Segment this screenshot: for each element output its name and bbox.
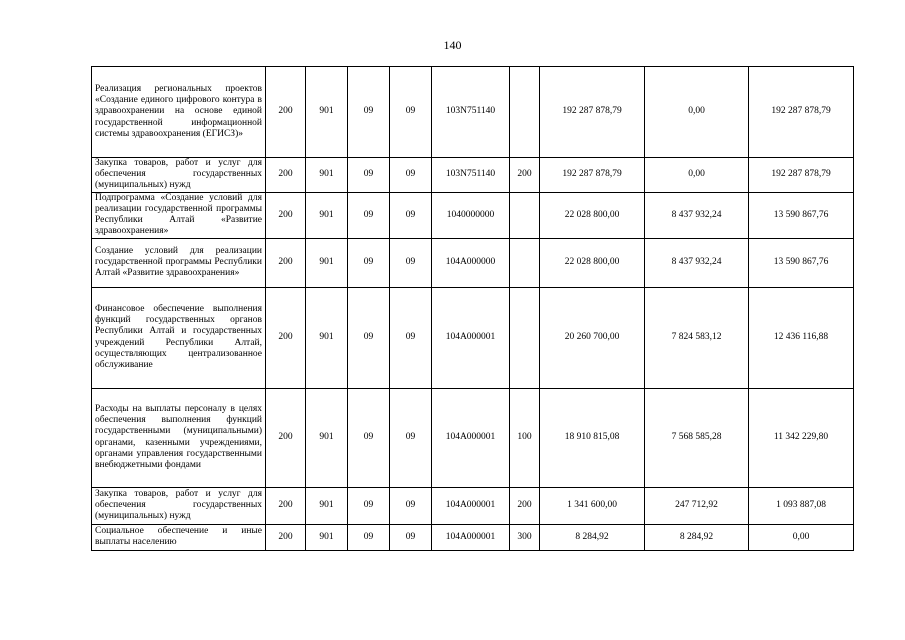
row-amount3: 11 342 229,80 — [749, 388, 854, 487]
row-target: 104А000001 — [432, 287, 510, 388]
row-name: Расходы на выплаты персоналу в целях обеспечения выполнения функций государственными (муниципальными) органами, казенными учреждениями, органами управления государственными внебюджетными фондами — [92, 388, 266, 487]
row-code1: 200 — [266, 287, 306, 388]
row-amount2: 0,00 — [645, 158, 749, 193]
row-code1: 200 — [266, 487, 306, 524]
row-amount1: 8 284,92 — [540, 524, 645, 550]
row-section: 09 — [348, 287, 390, 388]
row-code2: 901 — [306, 158, 348, 193]
row-section: 09 — [348, 238, 390, 287]
row-amount3: 192 287 878,79 — [749, 158, 854, 193]
row-target: 1040000000 — [432, 192, 510, 238]
row-target: 104А000001 — [432, 487, 510, 524]
row-expense-type — [510, 192, 540, 238]
row-section: 09 — [348, 192, 390, 238]
row-code1: 200 — [266, 192, 306, 238]
row-amount1: 22 028 800,00 — [540, 192, 645, 238]
row-target: 103N751140 — [432, 158, 510, 193]
budget-table — [91, 66, 854, 551]
row-section: 09 — [348, 67, 390, 158]
row-amount2: 7 568 585,28 — [645, 388, 749, 487]
row-name: Закупка товаров, работ и услуг для обеспечения государственных (муниципальных) нужд — [92, 487, 266, 524]
row-section: 09 — [348, 524, 390, 550]
table-row — [92, 158, 854, 193]
row-amount1: 18 910 815,08 — [540, 388, 645, 487]
row-target: 104А000001 — [432, 524, 510, 550]
row-expense-type — [510, 67, 540, 158]
table-row — [92, 524, 854, 550]
row-expense-type: 200 — [510, 158, 540, 193]
row-code2: 901 — [306, 487, 348, 524]
row-subsection: 09 — [390, 67, 432, 158]
row-amount3: 13 590 867,76 — [749, 192, 854, 238]
row-name: Подпрограмма «Создание условий для реализации государственной программы Республики Алтай «Развитие здравоохранения» — [92, 192, 266, 238]
row-amount3: 12 436 116,88 — [749, 287, 854, 388]
row-section: 09 — [348, 388, 390, 487]
table-row — [92, 192, 854, 238]
row-amount1: 20 260 700,00 — [540, 287, 645, 388]
row-code2: 901 — [306, 192, 348, 238]
row-amount1: 192 287 878,79 — [540, 158, 645, 193]
row-code2: 901 — [306, 67, 348, 158]
row-code1: 200 — [266, 67, 306, 158]
row-section: 09 — [348, 158, 390, 193]
row-code1: 200 — [266, 238, 306, 287]
row-amount3: 192 287 878,79 — [749, 67, 854, 158]
table-row — [92, 388, 854, 487]
row-name: Социальное обеспечение и иные выплаты населению — [92, 524, 266, 550]
row-subsection: 09 — [390, 238, 432, 287]
row-name: Закупка товаров, работ и услуг для обеспечения государственных (муниципальных) нужд — [92, 158, 266, 193]
row-expense-type — [510, 287, 540, 388]
row-amount3: 1 093 887,08 — [749, 487, 854, 524]
row-amount2: 8 284,92 — [645, 524, 749, 550]
table-row — [92, 238, 854, 287]
row-target: 104А000000 — [432, 238, 510, 287]
table-row — [92, 287, 854, 388]
row-subsection: 09 — [390, 158, 432, 193]
row-name: Реализация региональных проектов «Создание единого цифрового контура в здравоохранении на основе единой государственной информационной системы здравоохранения (ЕГИСЗ)» — [92, 67, 266, 158]
row-subsection: 09 — [390, 388, 432, 487]
table-row — [92, 487, 854, 524]
row-code1: 200 — [266, 158, 306, 193]
row-subsection: 09 — [390, 524, 432, 550]
row-code1: 200 — [266, 524, 306, 550]
row-code2: 901 — [306, 287, 348, 388]
row-target: 103N751140 — [432, 67, 510, 158]
row-amount1: 192 287 878,79 — [540, 67, 645, 158]
row-amount2: 7 824 583,12 — [645, 287, 749, 388]
row-amount1: 22 028 800,00 — [540, 238, 645, 287]
row-code2: 901 — [306, 238, 348, 287]
row-amount2: 247 712,92 — [645, 487, 749, 524]
row-expense-type: 300 — [510, 524, 540, 550]
row-subsection: 09 — [390, 287, 432, 388]
page-number: 140 — [443, 38, 462, 52]
row-subsection: 09 — [390, 192, 432, 238]
row-amount2: 0,00 — [645, 67, 749, 158]
row-subsection: 09 — [390, 487, 432, 524]
row-expense-type: 200 — [510, 487, 540, 524]
row-amount3: 13 590 867,76 — [749, 238, 854, 287]
row-name: Создание условий для реализации государственной программы Республики Алтай «Развитие здравоохранения» — [92, 238, 266, 287]
row-code2: 901 — [306, 524, 348, 550]
row-code2: 901 — [306, 388, 348, 487]
row-code1: 200 — [266, 388, 306, 487]
row-amount3: 0,00 — [749, 524, 854, 550]
row-expense-type — [510, 238, 540, 287]
row-target: 104А000001 — [432, 388, 510, 487]
row-name: Финансовое обеспечение выполнения функций государственных органов Республики Алтай и государственных учреждений Республики Алтай, осуществляющих централизованное обслуживание — [92, 287, 266, 388]
row-amount2: 8 437 932,24 — [645, 238, 749, 287]
row-section: 09 — [348, 487, 390, 524]
table-row — [92, 67, 854, 158]
row-amount2: 8 437 932,24 — [645, 192, 749, 238]
row-expense-type: 100 — [510, 388, 540, 487]
row-amount1: 1 341 600,00 — [540, 487, 645, 524]
